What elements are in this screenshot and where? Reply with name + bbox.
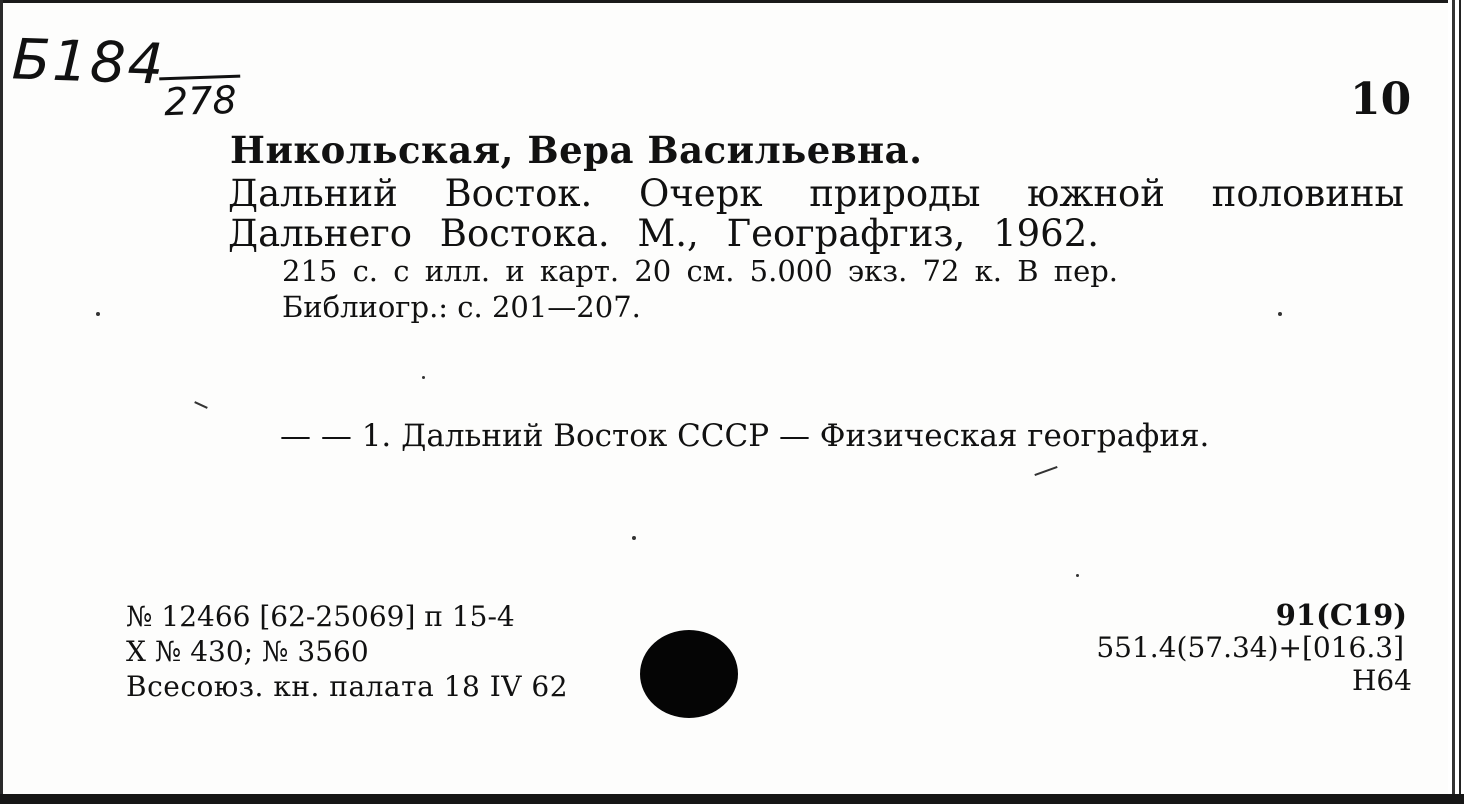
title-line-1: Дальний Восток. Очерк природы южной половины	[228, 172, 1404, 215]
subject-heading: — — 1. Дальний Восток СССР — Физическая география.	[280, 418, 1210, 454]
classification-line-1: 91(С19)	[1275, 598, 1407, 632]
author-heading: Никольская, Вера Васильевна.	[230, 128, 923, 172]
classification-line-3: Н64	[1351, 664, 1412, 697]
scan-border-top	[0, 0, 1464, 3]
speck	[632, 536, 636, 540]
speck	[1278, 312, 1282, 316]
speck	[422, 376, 425, 379]
collation-line: 215 с. с илл. и карт. 20 см. 5.000 экз. 72 к. В пер.	[282, 254, 1119, 288]
speck	[96, 312, 100, 316]
punch-hole	[640, 630, 738, 718]
pen-mark	[1034, 466, 1057, 476]
scan-border-right	[1448, 0, 1464, 804]
scan-border-bottom	[0, 794, 1464, 804]
registration-line-2: X № 430; № 3560	[126, 635, 369, 668]
speck	[194, 401, 208, 409]
classification-line-2: 551.4(57.34)+[016.3]	[1096, 631, 1404, 664]
registration-line-3: Всесоюз. кн. палата 18 IV 62	[126, 670, 569, 703]
scan-border-left	[0, 0, 3, 804]
speck	[1076, 574, 1079, 577]
bibliography-note: Библиогр.: с. 201—207.	[282, 290, 641, 324]
handwritten-call-number: Б184	[10, 27, 167, 98]
registration-line-1: № 12466 [62-25069] п 15-4	[126, 600, 515, 633]
card-number: 10	[1350, 74, 1412, 125]
title-line-2: Дальнего Востока. М., Географгиз, 1962.	[228, 212, 1100, 255]
handwritten-call-number-sub: 278	[159, 75, 241, 125]
